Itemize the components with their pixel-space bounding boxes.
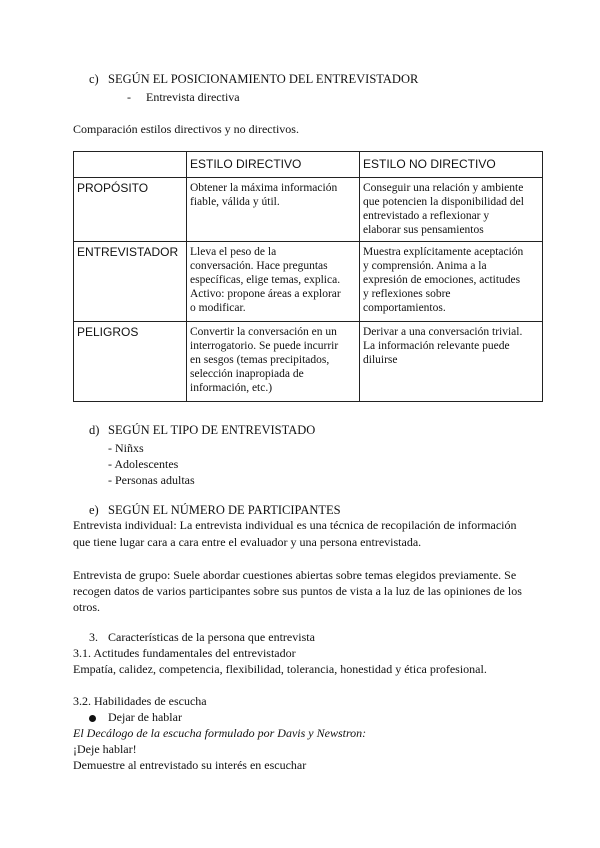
cell-line: y comprensión. Anima a la (363, 260, 487, 272)
cell-line: Obtener la máxima información (190, 182, 338, 194)
cell-line: Conseguir una relación y ambiente (363, 182, 524, 194)
table-row-peligros (74, 322, 543, 402)
section-c-marker: c) (89, 72, 99, 86)
cell-line: Derivar a una conversación trivial. (363, 326, 523, 338)
cell-line: diluirse (363, 354, 398, 366)
comparison-intro: Comparación estilos directivos y no directivos. (73, 122, 299, 136)
cell-line: conversación. Hace preguntas (190, 260, 328, 272)
bullet-icon (89, 715, 96, 722)
cell-no-directivo (360, 322, 543, 402)
cell-directivo (187, 322, 360, 402)
cell-no-directivo (360, 242, 543, 322)
cell-line: comportamientos. (363, 302, 446, 314)
cell-line: La información relevante puede (363, 340, 510, 352)
cell-line: en sesgos (temas precipitados, (190, 354, 330, 366)
decalogo-line-1: ¡Deje hablar! (73, 742, 137, 756)
cell-line: Activo: propone áreas a explorar (190, 288, 341, 300)
cell-line: fiable, válida y útil. (190, 196, 280, 208)
decalogo-heading: El Decálogo de la escucha formulado por Davis y Newstron: (73, 726, 367, 740)
individual-line-2: que tiene lugar cara a cara entre el evaluador y una persona entrevistada. (73, 535, 422, 549)
table-row-proposito (74, 178, 543, 242)
grupo-line-1: Entrevista de grupo: Suele abordar cuestiones abiertas sobre temas elegidos previamente. Se (73, 568, 517, 582)
table-row-entrevistador (74, 242, 543, 322)
subsection-3-1-title: 3.1. Actitudes fundamentales del entrevistador (73, 646, 296, 660)
section-3-marker: 3. (89, 630, 98, 644)
comparison-table (73, 151, 543, 402)
section-d-title: SEGÚN EL TIPO DE ENTREVISTADO (108, 423, 316, 437)
cell-line: entrevistado a reflexionar y (363, 210, 490, 222)
cell-directivo (187, 242, 360, 322)
bullet-list-item (89, 710, 182, 724)
row-label: PROPÓSITO (74, 178, 187, 242)
section-c-title: SEGÚN EL POSICIONAMIENTO DEL ENTREVISTADOR (108, 72, 419, 86)
subsection-3-2-title: 3.2. Habilidades de escucha (73, 694, 207, 708)
cell-line: elaborar sus pensamientos (363, 224, 484, 236)
list-item: - Personas adultas (108, 473, 195, 487)
cell-no-directivo (360, 178, 543, 242)
table-header-empty (74, 152, 187, 178)
bullet-text: Dejar de hablar (108, 710, 182, 724)
cell-line: que potencien la disponibilidad del (363, 196, 524, 208)
cell-line: específicas, elige temas, explica. (190, 274, 341, 286)
section-c-item: Entrevista directiva (146, 90, 240, 104)
row-label: PELIGROS (74, 322, 187, 402)
grupo-line-3: otros. (73, 600, 100, 614)
row-label: ENTREVISTADOR (74, 242, 187, 322)
section-e-marker: e) (89, 503, 99, 517)
section-c-dash: - (127, 90, 131, 104)
list-item: - Adolescentes (108, 457, 179, 471)
cell-line: interrogatorio. Se puede incurrir (190, 340, 339, 352)
cell-line: y reflexiones sobre (363, 288, 451, 300)
cell-line: selección inapropiada de (190, 368, 304, 380)
individual-line-1: Entrevista individual: La entrevista individual es una técnica de recopilación de información (73, 518, 517, 532)
cell-line: Muestra explícitamente aceptación (363, 246, 524, 258)
cell-line: o modificar. (190, 302, 246, 314)
list-item: - Niñxs (108, 441, 144, 455)
cell-line: expresión de emociones, actitudes (363, 274, 521, 286)
subsection-3-1-text: Empatía, calidez, competencia, flexibilidad, tolerancia, honestidad y ética profesional. (73, 662, 487, 676)
section-e-title: SEGÚN EL NÚMERO DE PARTICIPANTES (108, 503, 341, 517)
table-header-directivo: ESTILO DIRECTIVO (187, 152, 360, 178)
cell-directivo (187, 178, 360, 242)
section-d-marker: d) (89, 423, 100, 437)
cell-line: Lleva el peso de la (190, 246, 277, 258)
table-header-row (74, 152, 543, 178)
grupo-line-2: recogen datos de varios participantes sobre sus puntos de vista a la luz de las opiniones de los (73, 584, 522, 598)
cell-line: Convertir la conversación en un (190, 326, 337, 338)
decalogo-line-2: Demuestre al entrevistado su interés en escuchar (73, 758, 307, 772)
section-3-title: Características de la persona que entrevista (108, 630, 315, 644)
cell-line: información, etc.) (190, 382, 273, 394)
table-header-no-directivo: ESTILO NO DIRECTIVO (360, 152, 543, 178)
